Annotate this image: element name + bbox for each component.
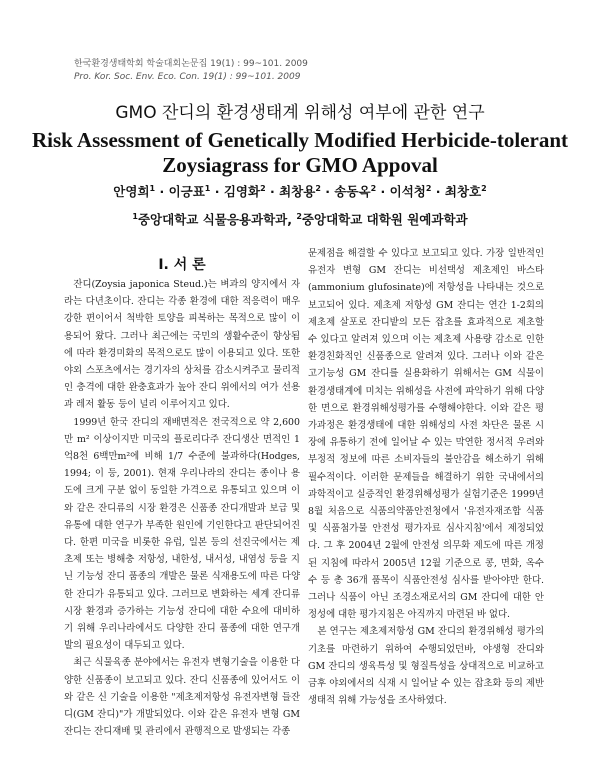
- author: 이석청$^2$: [389, 183, 432, 199]
- journal-citation-english: Pro. Kor. Soc. Env. Eco. Con. 19(1) : 99~101. 2009: [74, 72, 301, 82]
- author: 안영희$^1$: [113, 183, 156, 199]
- author: 송동옥$^2$: [334, 183, 377, 199]
- section-heading: Ⅰ. 서 론: [158, 257, 206, 273]
- title-english-line2: Zoysiagrass for GMO Appoval: [162, 153, 438, 177]
- left-column: [64, 276, 300, 740]
- title-english: [0, 128, 600, 178]
- right-column: [308, 245, 544, 709]
- author: 최창호$^2$: [444, 183, 487, 199]
- affiliation-1: 중앙대학교 식물응용과학과,: [137, 212, 292, 227]
- author: 김영화$^2$: [223, 183, 266, 199]
- journal-citation-korean: 한국환경생태학회 학술대회논문집 19(1) : 99~101. 2009: [74, 59, 308, 69]
- paragraph: 최근 식물육종 분야에서는 유전자 변형기술을 이용한 다양한 신품종이 보고되고 있다. 잔디 신품종에 있어서도 이와 같은 신 기술을 이용한 "제초제저항성 유전자변형 들잔디(GM 잔디)"가 개발되었다. 이와 같은 유전자 변형 GM 잔디는 잔디재배 및 관리에서 관행적으로 발생되는 각종: [64, 657, 300, 738]
- paragraph: 잔디(Zoysia japonica Steud.)는 벼과의 양지에서 자라는 다년초이다. 잔디는 각종 환경에 대한 적응력이 매우 강한 편이어서 척박한 토양을 피복하는 목적으로 많이 이용되어 왔다. 그러나 최근에는 국민의 생활수준이 향상됨에 따라 환경미화의 목적으로도 많이 이용되고 있다. 또한 야외 스포츠에서는 경기자의 상처를 감소시켜주고 물리적인 충격에 대한 완충효과가 높아 잔디 위에서의 여가 선용과 레저 활동 등이 널리 이루어지고 있다.: [64, 279, 300, 411]
- journal-header: [74, 58, 308, 84]
- title-english-line1: Risk Assessment of Genetically Modified Herbicide-tolerant: [31, 128, 568, 152]
- paragraph: 본 연구는 제초제저항성 GM 잔디의 환경위해성 평가의 기초를 마련하기 위하여 수행되었던바, 야생형 잔디와 GM 잔디의 생육특성 및 형질특성을 상대적으로 비교하고 금후 야외에서의 식재 시 일어날 수 있는 잡초화 등의 제반 생태적 위해 가능성을 조사하였다.: [308, 626, 544, 707]
- author: 이긍표$^1$: [168, 183, 211, 199]
- author: 최창용$^2$: [279, 183, 321, 199]
- affiliations: $^1$중앙대학교 식물응용과학과, $^2$중앙대학교 대학원 원예과학과: [132, 211, 468, 227]
- author-list: 안영희$^1$ · 이긍표$^1$ · 김영화$^2$ · 최창용$^2$ · 송동옥$^2$ · 이석청$^2$ · 최창호$^2$: [113, 183, 487, 199]
- paragraph: 문제점을 해결할 수 있다고 보고되고 있다. 가장 일반적인 유전자 변형 GM 잔디는 비선택성 제초제인 바스타(ammonium glufosinate)에 저항성을 나타내는 것으로 보고되어 있다. 제초제 저항성 GM 잔디는 연간 1-2회의 제초제 살포로 잔디밭의 모든 잡초를 효과적으로 제초할 수 있다고 알려져 있으며 이는 제초제 사용량 감소로 인한 환경친화적인 신품종으로 알려져 있다. 그러나 이와 같은 고기능성 GM 잔디를 실용화하기 위해서는 GM 식물이 환경생태계에 미치는 위해성을 사전에 파악하기 위해 다양한 면으로 환경위해성평가를 수행해야한다. 이와 같은 평가과정은 환경생태에 대한 위해성의 사전 차단은 물론 시장에 유통하기 전에 일어날 수 있는 막연한 정서적 우려와 부정적 정보에 따른 소비자들의 불안감을 해소하기 위해 필수적이다. 이러한 문제들을 해결하기 위한 국내에서의 과학적이고 실증적인 환경위해성평가 실험기준은 1999년 8월 처음으로 식품의약품안전청에서 '유전자재조합 식품 및 식품첨가물 안전성 평가자료 심사지침'에서 제정되었다. 그 후 2004년 2월에 안전성 의무화 제도에 따른 개정된 지침에 따라서 2005년 12월 기준으로 콩, 면화, 옥수수 등 총 36개 품목이 식품안전성 심사를 받아야만 한다. 그러나 식품이 아닌 조경소재로서의 GM 잔디에 대한 안정성에 대한 평가지침은 아직까지 마련된 바 없다.: [308, 248, 544, 621]
- title-korean: GMO 잔디의 환경생태계 위해성 여부에 관한 연구: [115, 103, 485, 123]
- affiliation-2: 중앙대학교 대학원 원예과학과: [301, 212, 468, 227]
- paragraph: 1999년 한국 잔디의 재배면적은 전국적으로 약 2,600만 m² 이상이지만 미국의 플로리다주 잔디생산 면적인 1억8천 6백만m²에 비해 1/7 수준에 불과하다(Hodges, 1994; 이 등, 2001). 현재 우리나라의 잔디는 종이나 용도에 크게 구분 없이 동일한 가격으로 유통되고 있으며 이와 같은 잔디류의 시장 환경은 신품종 잔디개발과 보급 및 유통에 대한 연구가 부족한 원인에 기인한다고 판단되어진다. 한편 미국을 비롯한 유럽, 일본 등의 선진국에서는 제초제 또는 병해충 저항성, 내한성, 내서성, 내염성 등을 지닌 기능성 잔디 품종의 개발은 물론 식재용도에 따른 다양한 잔디가 유통되고 있다. 그러므로 변화하는 세계 잔디류 시장 환경과 증가하는 기능성 잔디에 대한 수요에 대비하기 위해 우리나라에서도 다양한 잔디 품종에 대한 연구개발의 필요성이 대두되고 있다.: [64, 416, 300, 652]
